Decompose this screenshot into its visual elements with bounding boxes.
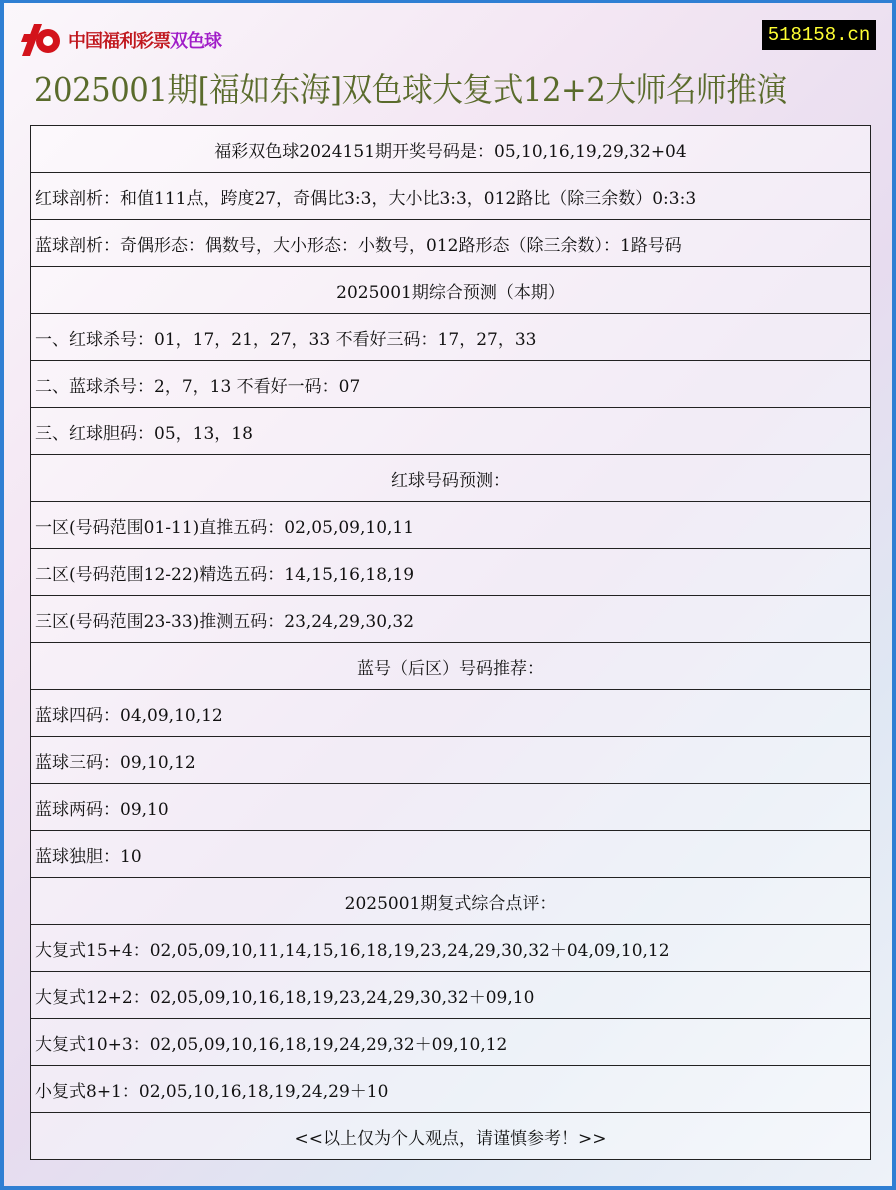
table-row bbox=[31, 1066, 871, 1113]
cwl-logo-icon bbox=[20, 22, 64, 58]
table-row bbox=[31, 549, 871, 596]
row-text: 二、蓝球杀号：2，7，13 不看好一码：07 bbox=[31, 361, 871, 408]
section-heading: 2025001期综合预测（本期） bbox=[31, 267, 871, 314]
table-row bbox=[31, 596, 871, 643]
table-row bbox=[31, 455, 871, 502]
row-text: 大复式12+2：02,05,09,10,16,18,19,23,24,29,30,32＋09,10 bbox=[31, 972, 871, 1019]
table-row bbox=[31, 643, 871, 690]
row-text: 大复式15+4：02,05,09,10,11,14,15,16,18,19,23,24,29,30,32＋04,09,10,12 bbox=[31, 925, 871, 972]
row-text: 红球剖析：和值111点，跨度27，奇偶比3:3，大小比3:3，012路比（除三余数）0:3:3 bbox=[31, 173, 871, 220]
row-text: 蓝球两码：09,10 bbox=[31, 784, 871, 831]
table-row bbox=[31, 925, 871, 972]
row-text: 三、红球胆码：05，13，18 bbox=[31, 408, 871, 455]
section-heading: <<以上仅为个人观点，请谨慎参考！>> bbox=[31, 1113, 871, 1160]
table-row bbox=[31, 737, 871, 784]
section-heading: 福彩双色球2024151期开奖号码是：05,10,16,19,29,32+04 bbox=[31, 126, 871, 173]
row-text: 蓝球剖析：奇偶形态：偶数号，大小形态：小数号，012路形态（除三余数）：1路号码 bbox=[31, 220, 871, 267]
table-row bbox=[31, 1019, 871, 1066]
table-row bbox=[31, 690, 871, 737]
row-text: 一、红球杀号：01，17，21，27，33 不看好三码：17，27，33 bbox=[31, 314, 871, 361]
table-row bbox=[31, 831, 871, 878]
table-row bbox=[31, 267, 871, 314]
section-heading: 红球号码预测： bbox=[31, 455, 871, 502]
row-text: 小复式8+1：02,05,10,16,18,19,24,29＋10 bbox=[31, 1066, 871, 1113]
table-row bbox=[31, 408, 871, 455]
section-heading: 2025001期复式综合点评： bbox=[31, 878, 871, 925]
row-text: 蓝球独胆：10 bbox=[31, 831, 871, 878]
row-text: 蓝球三码：09,10,12 bbox=[31, 737, 871, 784]
section-heading: 蓝号（后区）号码推荐： bbox=[31, 643, 871, 690]
row-text: 大复式10+3：02,05,09,10,16,18,19,24,29,32＋09,10,12 bbox=[31, 1019, 871, 1066]
table-row bbox=[31, 972, 871, 1019]
table-row bbox=[31, 173, 871, 220]
table-row bbox=[31, 361, 871, 408]
row-text: 蓝球四码：04,09,10,12 bbox=[31, 690, 871, 737]
table-row bbox=[31, 1113, 871, 1160]
table-row bbox=[31, 878, 871, 925]
table-row bbox=[31, 314, 871, 361]
logo-text: 中国福利彩票双色球 bbox=[68, 31, 221, 52]
site-badge: 518158.cn bbox=[762, 20, 876, 50]
table-row bbox=[31, 502, 871, 549]
table-row bbox=[31, 220, 871, 267]
page-title: 2025001期[福如东海]双色球大复式12+2大师名师推演 bbox=[34, 70, 787, 109]
table-row bbox=[31, 126, 871, 173]
logo bbox=[20, 22, 221, 58]
row-text: 一区(号码范围01-11)直推五码：02,05,09,10,11 bbox=[31, 502, 871, 549]
row-text: 二区(号码范围12-22)精选五码：14,15,16,18,19 bbox=[31, 549, 871, 596]
prediction-table bbox=[30, 125, 871, 1160]
row-text: 三区(号码范围23-33)推测五码：23,24,29,30,32 bbox=[31, 596, 871, 643]
table-row bbox=[31, 784, 871, 831]
